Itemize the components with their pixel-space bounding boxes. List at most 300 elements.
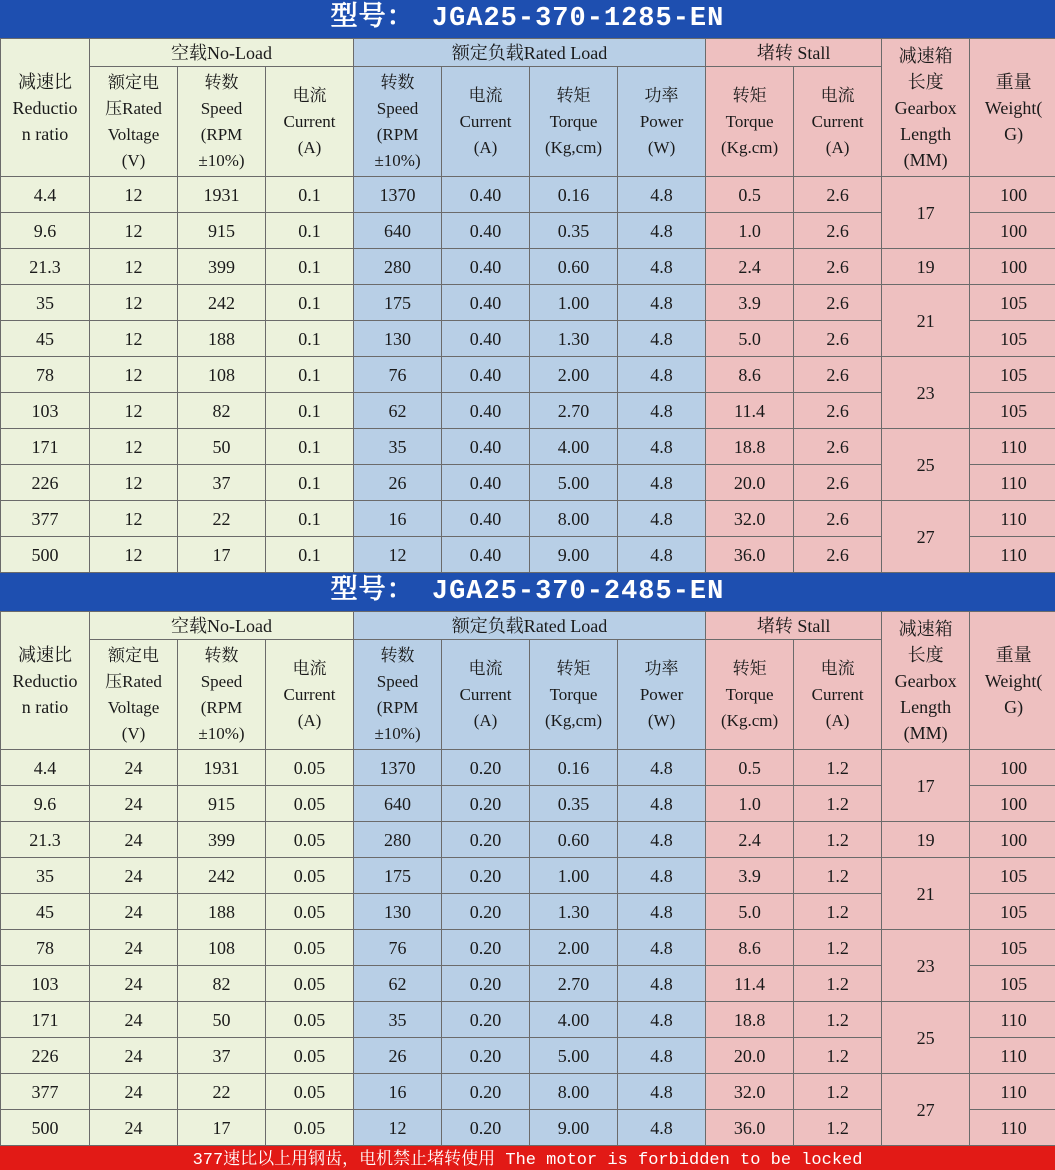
cell-rated-current: 0.20 <box>442 1002 530 1038</box>
cell-voltage: 24 <box>90 930 178 966</box>
cell-stall-torque: 8.6 <box>706 930 794 966</box>
header-no-load-current-line: (A) <box>297 137 322 157</box>
cell-rated-torque: 2.70 <box>530 393 618 429</box>
cell-stall-torque: 3.9 <box>706 285 794 321</box>
cell-no-load-current: 0.05 <box>266 1074 354 1110</box>
header-gearbox-length-line: (MM) <box>903 149 948 170</box>
table-row <box>1 285 1055 321</box>
cell-no-load-speed: 82 <box>178 393 266 429</box>
cell-stall-current: 2.6 <box>794 213 882 249</box>
cell-weight: 110 <box>970 1002 1055 1038</box>
cell-ratio: 500 <box>1 1110 90 1146</box>
cell-stall-current: 1.2 <box>794 1110 882 1146</box>
cell-rated-power: 4.8 <box>618 537 706 573</box>
cell-no-load-speed: 37 <box>178 465 266 501</box>
cell-stall-torque: 0.5 <box>706 177 794 213</box>
cell-stall-torque: 2.4 <box>706 249 794 285</box>
cell-no-load-current: 0.05 <box>266 1002 354 1038</box>
cell-ratio: 45 <box>1 894 90 930</box>
cell-voltage: 12 <box>90 177 178 213</box>
header-rated-power-line: 功率 <box>644 658 679 678</box>
cell-stall-torque: 36.0 <box>706 1110 794 1146</box>
cell-gearbox-length: 17 <box>882 750 970 822</box>
cell-ratio: 226 <box>1 1038 90 1074</box>
cell-no-load-current: 0.1 <box>266 357 354 393</box>
header-reduction-ratio <box>1 39 90 177</box>
cell-voltage: 24 <box>90 1074 178 1110</box>
cell-no-load-speed: 915 <box>178 213 266 249</box>
header-gearbox-length-line: Gearbox <box>894 670 957 691</box>
header-rated-torque-line: Torque <box>549 684 598 704</box>
header-rated-current-line: 电流 <box>468 658 503 678</box>
header-stall-torque-line: 转矩 <box>732 85 767 105</box>
cell-rated-power: 4.8 <box>618 750 706 786</box>
cell-weight: 105 <box>970 894 1055 930</box>
cell-stall-current: 2.6 <box>794 393 882 429</box>
cell-no-load-current: 0.1 <box>266 321 354 357</box>
group-no-load: 空载No-Load <box>90 39 354 67</box>
cell-weight: 105 <box>970 858 1055 894</box>
cell-rated-power: 4.8 <box>618 429 706 465</box>
header-weight-line: 重量 <box>995 71 1032 92</box>
cell-ratio: 4.4 <box>1 750 90 786</box>
cell-no-load-current: 0.1 <box>266 537 354 573</box>
cell-stall-torque: 32.0 <box>706 501 794 537</box>
cell-rated-torque: 9.00 <box>530 1110 618 1146</box>
cell-rated-current: 0.40 <box>442 429 530 465</box>
header-rated-voltage-line: Voltage <box>107 697 160 717</box>
header-reduction-ratio-line: Reductio <box>12 97 78 118</box>
header-no-load-speed <box>178 640 266 750</box>
cell-rated-current: 0.20 <box>442 858 530 894</box>
header-rated-voltage-line: 压Rated <box>105 671 162 691</box>
header-rated-power-line: (W) <box>647 710 676 730</box>
cell-rated-power: 4.8 <box>618 858 706 894</box>
header-rated-voltage-line: 压Rated <box>105 98 162 118</box>
cell-rated-speed: 12 <box>354 537 442 573</box>
cell-voltage: 12 <box>90 537 178 573</box>
cell-gearbox-length: 19 <box>882 249 970 285</box>
cell-ratio: 78 <box>1 930 90 966</box>
cell-no-load-speed: 37 <box>178 1038 266 1074</box>
cell-rated-speed: 1370 <box>354 177 442 213</box>
cell-rated-power: 4.8 <box>618 822 706 858</box>
header-gearbox-length-line: Length <box>900 123 952 144</box>
header-stall-current-line: Current <box>811 684 864 704</box>
group-rated-load: 额定负载Rated Load <box>354 39 706 67</box>
cell-rated-power: 4.8 <box>618 1074 706 1110</box>
header-rated-speed-line: (RPM <box>376 124 419 144</box>
cell-stall-current: 2.6 <box>794 537 882 573</box>
cell-no-load-speed: 50 <box>178 429 266 465</box>
cell-ratio: 9.6 <box>1 213 90 249</box>
table-row <box>1 501 1055 537</box>
cell-no-load-current: 0.05 <box>266 894 354 930</box>
cell-voltage: 12 <box>90 321 178 357</box>
cell-rated-speed: 35 <box>354 1002 442 1038</box>
cell-gearbox-length: 27 <box>882 501 970 573</box>
cell-voltage: 24 <box>90 1038 178 1074</box>
header-no-load-current-line: 电流 <box>292 85 327 105</box>
cell-voltage: 12 <box>90 249 178 285</box>
cell-rated-power: 4.8 <box>618 213 706 249</box>
cell-rated-speed: 12 <box>354 1110 442 1146</box>
cell-no-load-current: 0.1 <box>266 177 354 213</box>
cell-weight: 100 <box>970 750 1055 786</box>
header-stall-torque-line: 转矩 <box>732 658 767 678</box>
header-reduction-ratio-line: n ratio <box>21 696 69 717</box>
header-no-load-current-line: Current <box>283 111 336 131</box>
cell-gearbox-length: 19 <box>882 822 970 858</box>
cell-stall-current: 2.6 <box>794 321 882 357</box>
cell-stall-current: 1.2 <box>794 822 882 858</box>
cell-no-load-speed: 1931 <box>178 177 266 213</box>
cell-weight: 110 <box>970 1110 1055 1146</box>
cell-stall-torque: 1.0 <box>706 213 794 249</box>
cell-stall-current: 1.2 <box>794 930 882 966</box>
cell-no-load-current: 0.05 <box>266 786 354 822</box>
cell-rated-torque: 0.16 <box>530 750 618 786</box>
cell-no-load-current: 0.1 <box>266 285 354 321</box>
cell-rated-power: 4.8 <box>618 465 706 501</box>
header-no-load-current <box>266 640 354 750</box>
cell-rated-current: 0.20 <box>442 1074 530 1110</box>
cell-stall-current: 1.2 <box>794 1074 882 1110</box>
warning-footer: 377速比以上用钢齿，电机禁止堵转使用 The motor is forbidden to be locked <box>0 1146 1055 1170</box>
header-reduction-ratio <box>1 612 90 750</box>
model-title: 型号： JGA25-370-1285-EN <box>0 0 1055 38</box>
cell-voltage: 24 <box>90 786 178 822</box>
cell-weight: 110 <box>970 537 1055 573</box>
header-no-load-speed-line: Speed <box>200 671 243 691</box>
cell-stall-torque: 3.9 <box>706 858 794 894</box>
cell-rated-current: 0.40 <box>442 465 530 501</box>
group-stall: 堵转 Stall <box>706 612 882 640</box>
cell-rated-power: 4.8 <box>618 1002 706 1038</box>
cell-rated-torque: 8.00 <box>530 1074 618 1110</box>
cell-rated-speed: 26 <box>354 1038 442 1074</box>
cell-weight: 110 <box>970 1074 1055 1110</box>
header-rated-current <box>442 640 530 750</box>
header-weight <box>970 39 1055 177</box>
header-stall-torque <box>706 640 794 750</box>
cell-no-load-speed: 188 <box>178 894 266 930</box>
cell-no-load-current: 0.1 <box>266 393 354 429</box>
cell-weight: 105 <box>970 285 1055 321</box>
cell-stall-torque: 32.0 <box>706 1074 794 1110</box>
cell-stall-current: 1.2 <box>794 1038 882 1074</box>
cell-stall-torque: 20.0 <box>706 465 794 501</box>
cell-ratio: 78 <box>1 357 90 393</box>
cell-no-load-speed: 188 <box>178 321 266 357</box>
header-rated-voltage-line: Voltage <box>107 124 160 144</box>
cell-rated-power: 4.8 <box>618 357 706 393</box>
cell-rated-torque: 1.00 <box>530 858 618 894</box>
cell-stall-current: 1.2 <box>794 858 882 894</box>
header-rated-power <box>618 640 706 750</box>
cell-rated-speed: 35 <box>354 429 442 465</box>
header-no-load-speed-line: ±10%) <box>198 150 245 170</box>
cell-rated-speed: 130 <box>354 321 442 357</box>
cell-rated-torque: 8.00 <box>530 501 618 537</box>
cell-ratio: 171 <box>1 1002 90 1038</box>
header-rated-torque-line: 转矩 <box>556 85 591 105</box>
cell-rated-current: 0.20 <box>442 894 530 930</box>
header-stall-torque-line: (Kg.cm) <box>721 710 779 730</box>
cell-weight: 100 <box>970 786 1055 822</box>
cell-stall-current: 1.2 <box>794 894 882 930</box>
cell-voltage: 24 <box>90 894 178 930</box>
cell-no-load-current: 0.1 <box>266 249 354 285</box>
header-rated-current-line: (A) <box>473 710 498 730</box>
header-stall-current-line: Current <box>811 111 864 131</box>
cell-rated-current: 0.40 <box>442 501 530 537</box>
cell-rated-speed: 26 <box>354 465 442 501</box>
cell-ratio: 35 <box>1 285 90 321</box>
cell-rated-power: 4.8 <box>618 177 706 213</box>
header-rated-torque-line: Torque <box>549 111 598 131</box>
cell-rated-current: 0.40 <box>442 537 530 573</box>
cell-no-load-current: 0.1 <box>266 429 354 465</box>
cell-rated-torque: 4.00 <box>530 429 618 465</box>
header-no-load-current <box>266 67 354 177</box>
cell-no-load-speed: 82 <box>178 966 266 1002</box>
cell-voltage: 24 <box>90 1002 178 1038</box>
header-rated-voltage-line: (V) <box>121 723 146 743</box>
header-no-load-speed <box>178 67 266 177</box>
cell-rated-torque: 2.00 <box>530 930 618 966</box>
header-rated-speed-line: ±10%) <box>374 723 421 743</box>
header-no-load-speed-line: (RPM <box>200 697 243 717</box>
cell-gearbox-length: 23 <box>882 930 970 1002</box>
cell-stall-current: 2.6 <box>794 465 882 501</box>
cell-voltage: 12 <box>90 465 178 501</box>
cell-voltage: 12 <box>90 393 178 429</box>
cell-no-load-speed: 915 <box>178 786 266 822</box>
cell-weight: 110 <box>970 429 1055 465</box>
cell-stall-current: 2.6 <box>794 429 882 465</box>
cell-no-load-speed: 242 <box>178 858 266 894</box>
cell-stall-torque: 5.0 <box>706 321 794 357</box>
cell-stall-torque: 5.0 <box>706 894 794 930</box>
cell-voltage: 12 <box>90 429 178 465</box>
header-reduction-ratio-line: 减速比 <box>18 644 72 665</box>
header-reduction-ratio-line: n ratio <box>21 123 69 144</box>
cell-rated-speed: 16 <box>354 1074 442 1110</box>
cell-no-load-speed: 22 <box>178 501 266 537</box>
header-rated-voltage <box>90 640 178 750</box>
header-no-load-current-line: (A) <box>297 710 322 730</box>
header-rated-speed-line: Speed <box>376 671 419 691</box>
cell-rated-speed: 280 <box>354 822 442 858</box>
cell-no-load-speed: 17 <box>178 537 266 573</box>
header-gearbox-length-line: 长度 <box>907 71 944 92</box>
cell-no-load-speed: 242 <box>178 285 266 321</box>
cell-rated-current: 0.40 <box>442 321 530 357</box>
cell-voltage: 24 <box>90 750 178 786</box>
header-rated-torque-line: 转矩 <box>556 658 591 678</box>
cell-rated-speed: 76 <box>354 930 442 966</box>
header-gearbox-length-line: Gearbox <box>894 97 957 118</box>
header-no-load-speed-line: 转数 <box>204 645 239 665</box>
cell-no-load-current: 0.05 <box>266 966 354 1002</box>
header-stall-current-line: (A) <box>825 137 850 157</box>
group-header-row <box>1 39 1055 67</box>
spec-table <box>0 38 1055 573</box>
cell-no-load-speed: 22 <box>178 1074 266 1110</box>
cell-stall-current: 1.2 <box>794 786 882 822</box>
header-rated-speed-line: ±10%) <box>374 150 421 170</box>
cell-ratio: 45 <box>1 321 90 357</box>
cell-stall-current: 2.6 <box>794 249 882 285</box>
header-no-load-speed-line: Speed <box>200 98 243 118</box>
table-row <box>1 1002 1055 1038</box>
header-gearbox-length-line: Length <box>900 696 952 717</box>
cell-stall-current: 2.6 <box>794 357 882 393</box>
header-rated-speed-line: 转数 <box>380 72 415 92</box>
header-stall-torque-line: (Kg.cm) <box>721 137 779 157</box>
cell-rated-torque: 1.30 <box>530 321 618 357</box>
cell-rated-power: 4.8 <box>618 894 706 930</box>
cell-ratio: 377 <box>1 1074 90 1110</box>
cell-rated-torque: 0.35 <box>530 213 618 249</box>
cell-stall-torque: 2.4 <box>706 822 794 858</box>
cell-ratio: 21.3 <box>1 249 90 285</box>
header-reduction-ratio-line: Reductio <box>12 670 78 691</box>
header-weight <box>970 612 1055 750</box>
cell-rated-torque: 1.30 <box>530 894 618 930</box>
table-row <box>1 357 1055 393</box>
cell-rated-power: 4.8 <box>618 786 706 822</box>
header-stall-current <box>794 640 882 750</box>
cell-rated-speed: 16 <box>354 501 442 537</box>
header-reduction-ratio-line: 减速比 <box>18 71 72 92</box>
cell-rated-power: 4.8 <box>618 249 706 285</box>
header-rated-current-line: (A) <box>473 137 498 157</box>
cell-weight: 110 <box>970 465 1055 501</box>
cell-no-load-speed: 399 <box>178 822 266 858</box>
header-rated-current <box>442 67 530 177</box>
cell-no-load-speed: 108 <box>178 357 266 393</box>
cell-no-load-current: 0.05 <box>266 1110 354 1146</box>
cell-gearbox-length: 25 <box>882 1002 970 1074</box>
header-stall-current <box>794 67 882 177</box>
cell-rated-torque: 0.35 <box>530 786 618 822</box>
cell-rated-current: 0.20 <box>442 930 530 966</box>
cell-rated-speed: 280 <box>354 249 442 285</box>
cell-ratio: 377 <box>1 501 90 537</box>
table-row <box>1 249 1055 285</box>
cell-rated-current: 0.20 <box>442 1110 530 1146</box>
header-stall-current-line: 电流 <box>820 85 855 105</box>
cell-gearbox-length: 27 <box>882 1074 970 1146</box>
cell-rated-torque: 9.00 <box>530 537 618 573</box>
cell-voltage: 12 <box>90 501 178 537</box>
group-rated-load: 额定负载Rated Load <box>354 612 706 640</box>
cell-stall-torque: 18.8 <box>706 1002 794 1038</box>
cell-rated-power: 4.8 <box>618 1038 706 1074</box>
cell-voltage: 24 <box>90 1110 178 1146</box>
header-no-load-speed-line: (RPM <box>200 124 243 144</box>
header-rated-voltage-line: 额定电 <box>108 72 159 92</box>
cell-rated-speed: 175 <box>354 858 442 894</box>
header-rated-speed <box>354 640 442 750</box>
cell-stall-torque: 11.4 <box>706 393 794 429</box>
cell-gearbox-length: 21 <box>882 285 970 357</box>
cell-rated-current: 0.20 <box>442 966 530 1002</box>
cell-stall-torque: 11.4 <box>706 966 794 1002</box>
cell-no-load-speed: 50 <box>178 1002 266 1038</box>
table-row <box>1 1074 1055 1110</box>
cell-gearbox-length: 21 <box>882 858 970 930</box>
cell-ratio: 35 <box>1 858 90 894</box>
header-rated-power-line: 功率 <box>644 85 679 105</box>
cell-rated-power: 4.8 <box>618 393 706 429</box>
cell-stall-current: 2.6 <box>794 501 882 537</box>
cell-stall-current: 1.2 <box>794 1002 882 1038</box>
group-header-row <box>1 612 1055 640</box>
header-rated-power-line: (W) <box>647 137 676 157</box>
header-rated-speed-line: (RPM <box>376 697 419 717</box>
cell-voltage: 12 <box>90 213 178 249</box>
cell-voltage: 24 <box>90 858 178 894</box>
cell-voltage: 24 <box>90 822 178 858</box>
cell-rated-torque: 2.70 <box>530 966 618 1002</box>
cell-rated-speed: 640 <box>354 213 442 249</box>
cell-stall-current: 2.6 <box>794 285 882 321</box>
cell-voltage: 12 <box>90 285 178 321</box>
cell-rated-speed: 76 <box>354 357 442 393</box>
cell-weight: 110 <box>970 501 1055 537</box>
cell-ratio: 500 <box>1 537 90 573</box>
header-stall-torque-line: Torque <box>725 111 774 131</box>
header-no-load-speed-line: ±10%) <box>198 723 245 743</box>
header-rated-speed <box>354 67 442 177</box>
cell-weight: 100 <box>970 213 1055 249</box>
cell-weight: 105 <box>970 966 1055 1002</box>
cell-rated-torque: 0.60 <box>530 249 618 285</box>
cell-ratio: 9.6 <box>1 786 90 822</box>
cell-rated-torque: 0.60 <box>530 822 618 858</box>
cell-no-load-speed: 1931 <box>178 750 266 786</box>
cell-rated-current: 0.20 <box>442 786 530 822</box>
spec-table <box>0 611 1055 1146</box>
header-weight-line: Weight( <box>984 97 1043 118</box>
cell-rated-power: 4.8 <box>618 930 706 966</box>
header-rated-voltage-line: (V) <box>121 150 146 170</box>
header-weight-line: 重量 <box>995 644 1032 665</box>
cell-rated-power: 4.8 <box>618 1110 706 1146</box>
header-rated-voltage <box>90 67 178 177</box>
cell-rated-power: 4.8 <box>618 501 706 537</box>
cell-stall-torque: 8.6 <box>706 357 794 393</box>
cell-no-load-speed: 108 <box>178 930 266 966</box>
header-rated-voltage-line: 额定电 <box>108 645 159 665</box>
cell-rated-torque: 2.00 <box>530 357 618 393</box>
cell-ratio: 171 <box>1 429 90 465</box>
cell-weight: 105 <box>970 321 1055 357</box>
cell-weight: 100 <box>970 249 1055 285</box>
cell-stall-torque: 20.0 <box>706 1038 794 1074</box>
cell-rated-power: 4.8 <box>618 321 706 357</box>
cell-rated-speed: 1370 <box>354 750 442 786</box>
cell-no-load-current: 0.1 <box>266 501 354 537</box>
header-stall-torque-line: Torque <box>725 684 774 704</box>
cell-no-load-current: 0.05 <box>266 930 354 966</box>
header-rated-torque-line: (Kg,cm) <box>544 710 603 730</box>
cell-no-load-speed: 17 <box>178 1110 266 1146</box>
cell-stall-torque: 36.0 <box>706 537 794 573</box>
